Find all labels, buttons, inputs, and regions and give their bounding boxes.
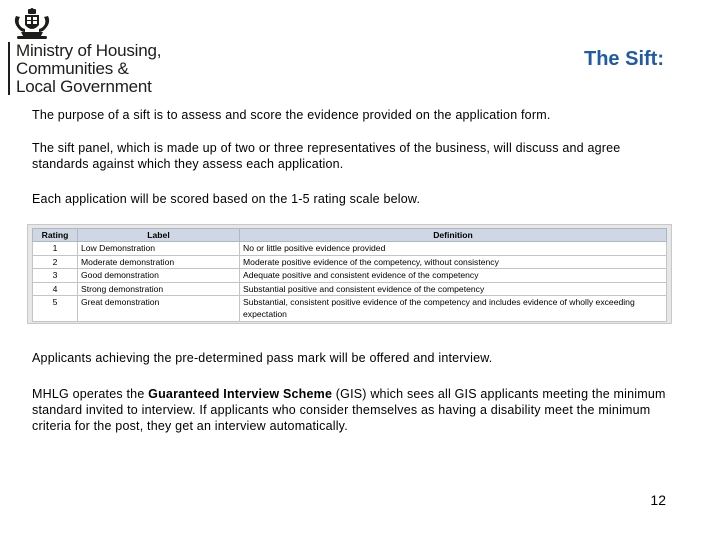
table-row [33,282,667,295]
definition-cell: Moderate positive evidence of the competency, without consistency [240,255,667,268]
label-cell: Strong demonstration [78,282,240,295]
definition-cell: Substantial, consistent positive evidence of the competency and includes evidence of wholly exceeding expectation [240,296,667,322]
definition-cell: Adequate positive and consistent evidence of the competency [240,269,667,282]
rating-cell: 5 [33,296,78,322]
logo-divider [8,42,10,95]
pass-mark-paragraph: Applicants achieving the pre-determined pass mark will be offered and interview. [32,351,493,365]
rating-cell: 2 [33,255,78,268]
purpose-paragraph: The purpose of a sift is to assess and score the evidence provided on the application form. [32,108,551,122]
gis-lead-text: MHLG operates the [32,387,149,401]
page-number: 12 [650,492,666,508]
organisation-logo-text [16,42,161,96]
organisation-name-line-3: Local Government [16,77,152,96]
definition-cell: No or little positive evidence provided [240,242,667,255]
rating-cell: 3 [33,269,78,282]
rating-cell: 1 [33,242,78,255]
slide-title: The Sift: [584,48,664,70]
table-row [33,242,667,255]
label-cell: Good demonstration [78,269,240,282]
table-header-row [33,229,667,242]
rating-scale-table-image [27,224,672,324]
rating-scale-table [32,228,667,322]
rating-cell: 4 [33,282,78,295]
label-cell: Low Demonstration [78,242,240,255]
header-rating: Rating [33,229,78,242]
organisation-name-line-2: Communities & [16,59,129,78]
table-row [33,296,667,322]
gis-scheme-name: Guaranteed Interview Scheme [148,387,333,401]
header-label: Label [78,229,240,242]
table-row [33,255,667,268]
scoring-paragraph: Each application will be scored based on the 1-5 rating scale below. [32,192,421,206]
label-cell: Moderate demonstration [78,255,240,268]
definition-cell: Substantial positive and consistent evidence of the competency [240,282,667,295]
table-row [33,269,667,282]
panel-paragraph: The sift panel, which is made up of two or three representatives of the business, will discuss and agree standards against which they assess each application. [32,141,621,171]
royal-crest-icon [12,8,52,44]
label-cell: Great demonstration [78,296,240,322]
header-definition: Definition [240,229,667,242]
gis-rest-text: (GIS) which sees all GIS applicants meeting the minimum standard invited to interview. If applicants who consider themselves as having a disability meet the minimum criteria for the post, they get an interview automatically. [32,387,666,433]
gis-paragraph [32,386,672,434]
organisation-name-line-1: Ministry of Housing, [16,41,162,60]
